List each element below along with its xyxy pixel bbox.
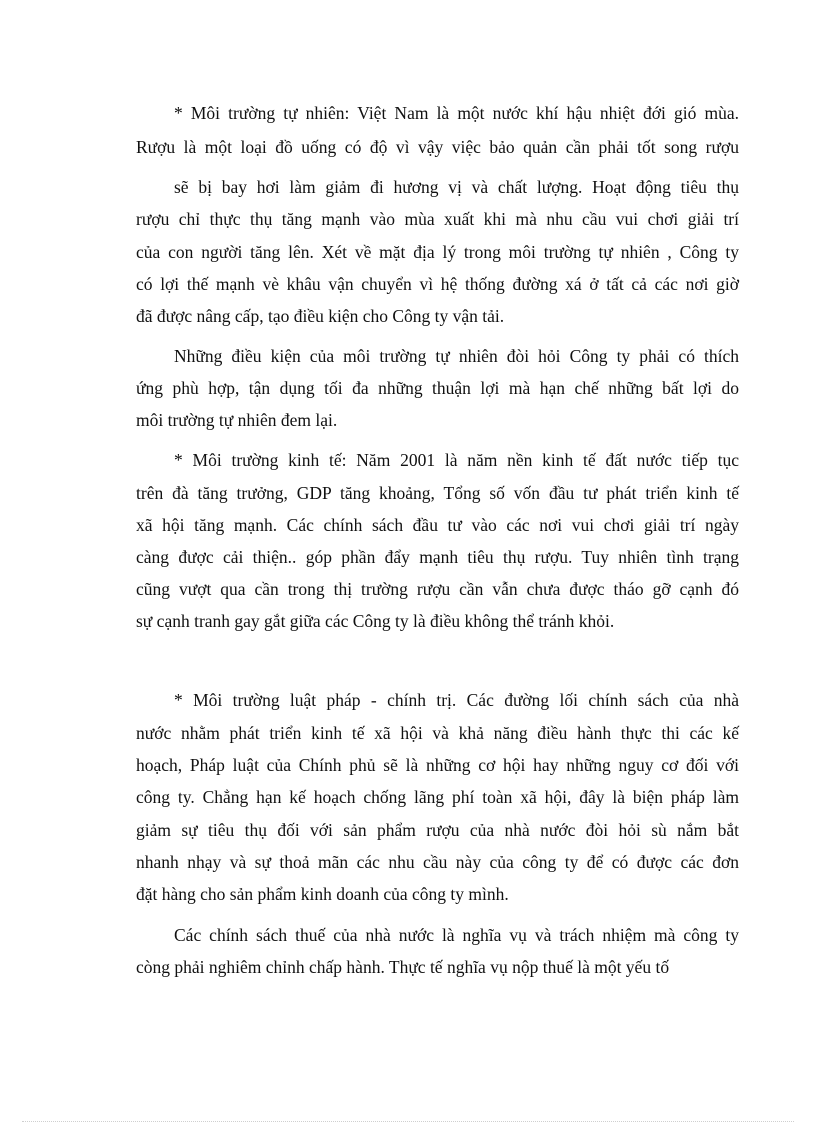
text-line: môi trường tự nhiên đem lại. <box>136 410 338 430</box>
text-line: * Môi trường kinh tế: Năm 2001 là năm nền kinh tế đất nước tiếp tục <box>174 450 739 470</box>
text-line: cũng vượt qua cần trong thị trường rượu cần vẫn chưa được tháo gỡ cạnh đó <box>136 579 739 599</box>
text-line: Rượu là một loại đồ uống có độ vì vậy việc bảo quản cần phải tốt song rượu <box>136 137 739 157</box>
text-line: * Môi trường tự nhiên: Việt Nam là một nước khí hậu nhiệt đới gió mùa. <box>174 103 739 123</box>
text-line: sẽ bị bay hơi làm giảm đi hương vị và chất lượng. Hoạt động tiêu thụ <box>174 177 739 197</box>
page-bottom-rule <box>22 1121 794 1122</box>
text-line: Những điều kiện của môi trường tự nhiên đòi hỏi Công ty phải có thích <box>174 346 739 366</box>
text-line: công ty. Chẳng hạn kế hoạch chống lãng phí toàn xã hội, đây là biện pháp làm <box>136 787 739 807</box>
text-line: * Môi trường luật pháp - chính trị. Các đường lối chính sách của nhà <box>174 690 739 710</box>
text-line: của con người tăng lên. Xét về mặt địa lý trong môi trường tự nhiên , Công ty <box>136 242 739 262</box>
text-line: hoạch, Pháp luật của Chính phủ sẽ là những cơ hội hay những nguy cơ đối với <box>136 755 739 775</box>
text-line: trên đà tăng trưởng, GDP tăng khoảng, Tổng số vốn đầu tư phát triển kinh tế <box>136 483 739 503</box>
text-line: xã hội tăng mạnh. Các chính sách đầu tư vào các nơi vui chơi giải trí ngày <box>136 515 739 535</box>
text-line: Các chính sách thuế của nhà nước là nghĩa vụ và trách nhiệm mà công ty <box>174 925 739 945</box>
text-line: đặt hàng cho sản phẩm kinh doanh của công ty mình. <box>136 884 509 904</box>
text-line: nước nhằm phát triển kinh tế xã hội và khả năng điều hành thực thi các kế <box>136 723 739 743</box>
text-line: nhanh nhạy và sự thoả mãn các nhu cầu này của công ty để có được các đơn <box>136 852 739 872</box>
text-line: càng được cải thiện.. góp phần đẩy mạnh tiêu thụ rượu. Tuy nhiên tình trạng <box>136 547 739 567</box>
text-line: có lợi thế mạnh vè khâu vận chuyển vì hệ thống đường xá ở tất cả các nơi giờ <box>136 274 739 294</box>
text-line: còng phải nghiêm chỉnh chấp hành. Thực tế nghĩa vụ nộp thuế là một yếu tố <box>136 957 670 977</box>
text-line: đã được nâng cấp, tạo điều kiện cho Công ty vận tải. <box>136 306 505 326</box>
text-line: rượu chỉ thực thụ tăng mạnh vào mùa xuất khi mà nhu cầu vui chơi giải trí <box>136 209 739 229</box>
text-line: giảm sự tiêu thụ đối với sản phẩm rượu của nhà nước đòi hỏi sù nắm bắt <box>136 820 739 840</box>
text-line: sự cạnh tranh gay gắt giữa các Công ty là điều không thể tránh khỏi. <box>136 611 615 631</box>
text-line: ứng phù hợp, tận dụng tối đa những thuận lợi mà hạn chế những bất lợi do <box>136 378 739 398</box>
